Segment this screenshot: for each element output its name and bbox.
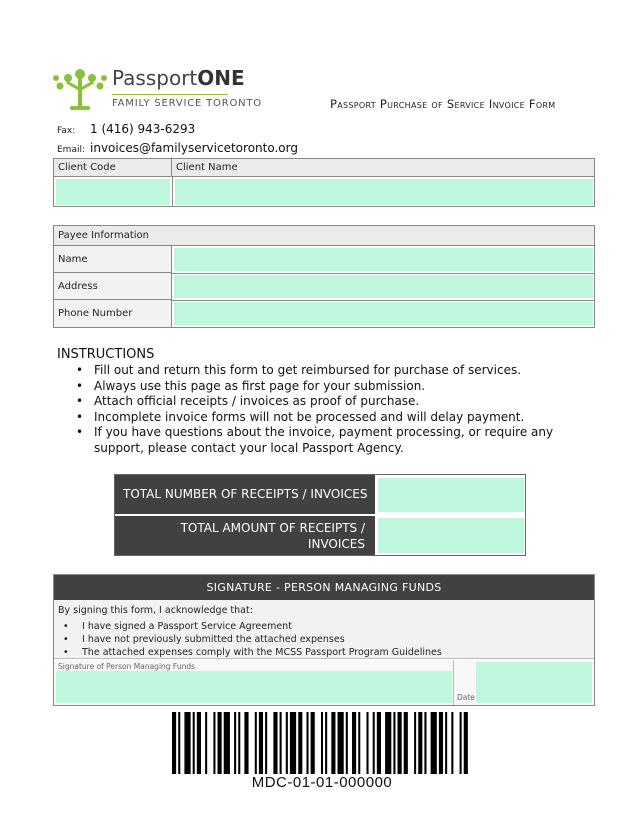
barcode-bar: [172, 712, 176, 774]
payee-address-field[interactable]: [174, 275, 593, 298]
signature-acknowledgement: [54, 600, 594, 659]
list-item: • If you have questions about the invoice, payment processing, or require any support, please contact your local Passport Agency.: [76, 425, 556, 456]
barcode-bar: [358, 712, 360, 774]
brand-subtitle: FAMILY SERVICE TORONTO: [112, 98, 262, 109]
barcode-bar: [414, 712, 416, 774]
email-value: invoices@familyservicetoronto.org: [90, 141, 298, 155]
barcode-bar: [331, 712, 335, 774]
barcode-bar: [311, 712, 315, 774]
barcode-bar: [464, 712, 468, 774]
payee-header: Payee Information: [54, 226, 594, 246]
instructions-title: INSTRUCTIONS: [57, 347, 155, 362]
signature-list: [58, 620, 590, 659]
barcode-bar: [244, 712, 248, 774]
barcode-bar: [265, 712, 267, 774]
barcode-bar: [290, 712, 296, 774]
barcode-bar: [431, 712, 437, 774]
barcode-text: MDC-01-01-000000: [251, 774, 393, 791]
total-receipts-field[interactable]: [378, 478, 524, 512]
row-divider: [172, 273, 594, 274]
barcode-bar: [393, 712, 395, 774]
total-amount-label: [115, 516, 375, 555]
email-label: Email:: [57, 145, 86, 155]
barcode-bar: [385, 712, 391, 774]
date-label: Date: [457, 693, 475, 702]
payee-address-label: Address: [54, 273, 172, 300]
barcode-bar: [445, 712, 447, 774]
barcode-bar: [404, 712, 408, 774]
signature-section: [53, 574, 595, 706]
barcode: [172, 712, 472, 774]
barcode-bar: [346, 712, 348, 774]
client-table: [53, 158, 595, 207]
barcode-bar: [273, 712, 277, 774]
barcode-bar: [193, 712, 195, 774]
barcode-bar: [280, 712, 282, 774]
barcode-bar: [184, 712, 190, 774]
list-item: • I have signed a Passport Service Agreement: [58, 620, 590, 633]
barcode-bar: [321, 712, 323, 774]
total-amount-label-line1: TOTAL AMOUNT OF RECEIPTS /: [180, 521, 365, 535]
barcode-bar: [325, 712, 327, 774]
row-divider: [172, 300, 594, 301]
barcode-bar: [213, 712, 215, 774]
total-amount-label-line2: INVOICES: [307, 537, 365, 551]
list-item: • Incomplete invoice forms will not be processed and will delay payment.: [76, 410, 556, 426]
client-name-field[interactable]: [175, 179, 593, 205]
date-field[interactable]: [476, 662, 592, 703]
signature-intro: By signing this form, I acknowledge that:: [58, 605, 253, 616]
barcode-bar: [298, 712, 302, 774]
barcode-bar: [373, 712, 375, 774]
payee-name-label: Name: [54, 246, 172, 273]
form-title: Passport Purchase of Service Invoice Form: [330, 97, 556, 111]
payee-table: [53, 225, 595, 328]
barcode-bar: [424, 712, 426, 774]
brand-name: PassportONE: [112, 66, 245, 90]
client-divider: [172, 177, 173, 207]
barcode-bar: [439, 712, 443, 774]
fax-label: Fax:: [57, 126, 76, 136]
totals-table: [114, 474, 526, 556]
brand-divider: [112, 94, 228, 95]
total-amount-field[interactable]: [378, 518, 524, 553]
client-code-label: Client Code: [54, 159, 172, 177]
barcode-bar: [460, 712, 462, 774]
list-item: • I have not previously submitted the attached expenses: [58, 633, 590, 646]
barcode-bar: [238, 712, 240, 774]
list-item: • Fill out and return this form to get reimbursed for purchase of services.: [76, 363, 556, 379]
signature-field[interactable]: [56, 671, 452, 703]
signature-header: SIGNATURE - PERSON MANAGING FUNDS: [54, 575, 594, 600]
barcode-bar: [377, 712, 381, 774]
barcode-bar: [366, 712, 368, 774]
payee-phone-field[interactable]: [174, 302, 593, 325]
barcode-bar: [352, 712, 356, 774]
date-cell: [454, 660, 594, 705]
barcode-bar: [306, 712, 308, 774]
instructions-list: [76, 363, 556, 456]
total-receipts-label: TOTAL NUMBER OF RECEIPTS / INVOICES: [115, 475, 375, 514]
barcode-bar: [418, 712, 422, 774]
client-code-field[interactable]: [56, 179, 170, 205]
client-name-label: Client Name: [172, 159, 594, 177]
barcode-bar: [451, 712, 453, 774]
barcode-bar: [286, 712, 288, 774]
barcode-bar: [255, 712, 257, 774]
fax-value: 1 (416) 943-6293: [90, 122, 196, 136]
list-item: • Attach official receipts / invoices as proof of purchase.: [76, 394, 556, 410]
payee-name-field[interactable]: [174, 248, 593, 271]
passport-one-logo: [52, 64, 112, 114]
barcode-bar: [234, 712, 236, 774]
barcode-bar: [259, 712, 263, 774]
barcode-bar: [197, 712, 201, 774]
signature-cell: [54, 660, 454, 705]
list-item: • The attached expenses comply with the MCSS Passport Program Guidelines: [58, 646, 590, 659]
signature-label: Signature of Person Managing Funds: [58, 662, 196, 671]
payee-phone-label: Phone Number: [54, 300, 172, 327]
list-item: • Always use this page as first page for your submission.: [76, 379, 556, 395]
barcode-bar: [338, 712, 344, 774]
barcode-bar: [205, 712, 207, 774]
barcode-bar: [398, 712, 402, 774]
barcode-bar: [224, 712, 230, 774]
barcode-bar: [218, 712, 222, 774]
barcode-bar: [178, 712, 180, 774]
